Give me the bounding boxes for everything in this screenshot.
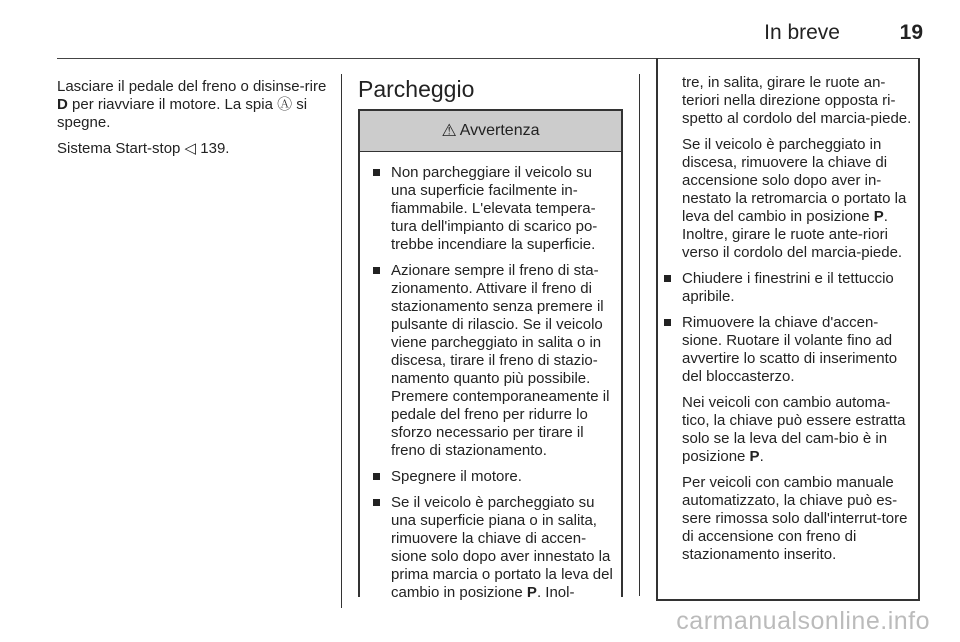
warning-list (370, 164, 615, 602)
column-divider-left (341, 74, 342, 608)
warning-item: Spegnere il motore. (370, 468, 615, 486)
section-title: Parcheggio (358, 76, 475, 102)
warning-item: Se il veicolo è parcheggiato su una superficie piana o in salita, rimuovere la chiave di accen-sione solo dopo aver innestato la prima marcia o portato la leva del cambio in posizione P. Inol- (370, 494, 615, 602)
warning-item: Rimuovere la chiave d'accen-sione. Ruotare il volante fino ad avvertire lo scatto di inserimento del bloccasterzo. (661, 314, 912, 386)
gear-d: D (57, 96, 68, 113)
column-divider-right (639, 74, 640, 596)
watermark: carmanualsonline.info (676, 607, 930, 635)
warning-content (360, 152, 621, 602)
warning-box (358, 109, 623, 601)
warning-header (360, 111, 621, 152)
warning-content-continued: tre, in salita, girare le ruote an-teriori nella direzione opposta ri-spetto al cordolo del marcia-piede. Se il veicolo è parcheggiato in discesa, rimuovere la chiave di accensione solo dopo aver in-nestato la retromarcia o portato la leva del cambio in posizione P. Inoltre, girare le ruote ante-riori verso il cordolo del marcia-piede. Chiudere i finestrini e il tettuccio apribile. Rimuovere la chiave d'accen-sione. Ruotare il volante fino ad avvertire lo scatto di inserimento del bloccasterzo. Nei veicoli con cambio automa-tico, la chiave può essere estratta solo se la leva del cam-bio è in posizione P. Per veicoli con cambio manuale automatizzato, la chiave può es-sere rimossa solo dall'interrut-tore di accensione con freno di stazionamento inserito. (658, 58, 918, 564)
start-stop-reference: Sistema Start-stop ◁ 139. (57, 140, 230, 157)
page-number: 19 (899, 21, 923, 44)
column-1 (57, 78, 327, 166)
restart-paragraph: Lasciare il pedale del freno o disinse-rire D per riavviare il motore. La spia Ⓐ si spegne. (57, 78, 327, 131)
warning-item: Chiudere i finestrini e il tettuccio apribile. (661, 270, 912, 306)
warning-item: Non parcheggiare il veicolo su una superficie facilmente in-fiammabile. L'elevata tempera-tura dell'impianto di scarico po-trebbe incendiare la superficie. (370, 164, 615, 254)
chapter-title: In breve (764, 21, 840, 44)
page-reference-icon: ◁ (184, 140, 197, 157)
warning-icon: ⚠ (441, 121, 457, 140)
warning-item: Azionare sempre il freno di sta-zionamento. Attivare il freno di stazionamento senza premere il pulsante di rilascio. Se il veicolo viene parcheggiato in salita o in discesa, tirare il freno di stazio-namento quanto più possibile. Premere contemporaneamente il pedale del freno per ridurre lo sforzo necessario per tirare il freno di stazionamento. (370, 262, 615, 460)
auto-stop-indicator-icon: Ⓐ (277, 96, 293, 113)
warning-box-continued (656, 58, 920, 601)
warning-list-continued (661, 270, 912, 386)
warning-title: Avvertenza (459, 122, 540, 139)
